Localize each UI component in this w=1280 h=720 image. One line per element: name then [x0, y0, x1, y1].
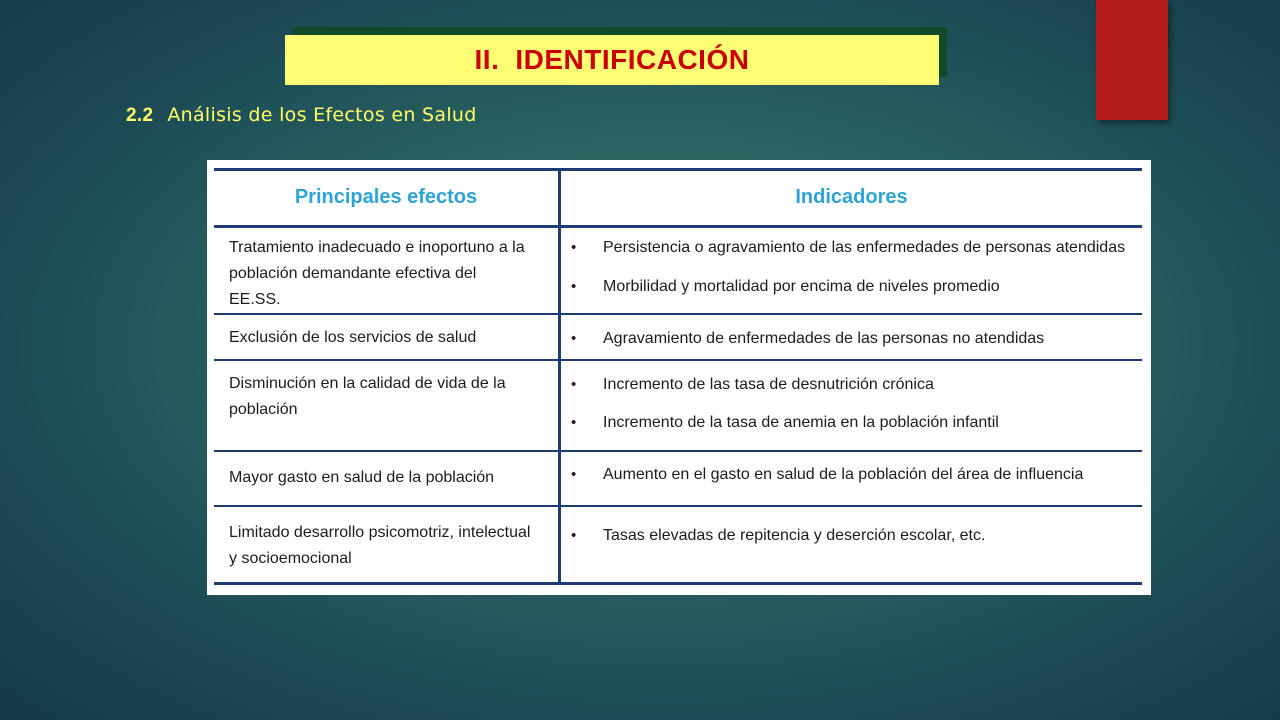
table-rule-bottom	[214, 582, 1142, 585]
title-text: IDENTIFICACIÓN	[515, 44, 750, 75]
title-number: II.	[474, 44, 500, 75]
bullet-icon: •	[571, 376, 577, 393]
indicator-item: Aumento en el gasto en salud de la población del área de influencia	[603, 466, 1084, 483]
indicator-item: Morbilidad y mortalidad por encima de niveles promedio	[603, 278, 1000, 295]
indicator-item: Agravamiento de enfermedades de las personas no atendidas	[603, 330, 1045, 347]
table-rule	[214, 450, 1142, 452]
effect-cell: Mayor gasto en salud de la población	[229, 469, 495, 486]
header-indicadores: Indicadores	[795, 185, 908, 208]
bullet-icon: •	[571, 527, 577, 544]
indicator-item: Incremento de las tasa de desnutrición crónica	[603, 376, 934, 393]
subtitle-number: 2.2	[126, 105, 154, 126]
bullet-icon: •	[571, 278, 577, 295]
effects-table-image	[207, 160, 1151, 595]
bullet-icon: •	[571, 239, 577, 256]
indicator-item: Incremento de la tasa de anemia en la población infantil	[603, 414, 999, 431]
bullet-icon: •	[571, 414, 577, 431]
subtitle-text: Análisis de los Efectos en Salud	[167, 104, 477, 126]
slide-subtitle	[126, 104, 477, 127]
header-principales-efectos: Principales efectos	[294, 185, 478, 208]
effect-cell: Disminución en la calidad de vida de la población	[229, 375, 506, 418]
slide-title	[285, 35, 939, 85]
effect-cell: Tratamiento inadecuado e inoportuno a la población demandante efectiva del EE.SS.	[229, 239, 525, 308]
indicator-item: Tasas elevadas de repitencia y deserción escolar, etc.	[603, 527, 986, 544]
effect-cell: Limitado desarrollo psicomotriz, intelectual y socioemocional	[229, 524, 531, 567]
bullet-icon: •	[571, 466, 577, 483]
table-rule	[214, 359, 1142, 361]
table-rule	[214, 313, 1142, 315]
bullet-icon: •	[571, 330, 577, 347]
indicator-item: Persistencia o agravamiento de las enfermedades de personas atendidas	[603, 239, 1126, 256]
red-accent-tab	[1096, 0, 1168, 120]
table-column-divider	[558, 168, 561, 585]
effect-cell: Exclusión de los servicios de salud	[229, 329, 477, 346]
table-rule	[214, 505, 1142, 507]
effects-table	[214, 168, 1142, 585]
